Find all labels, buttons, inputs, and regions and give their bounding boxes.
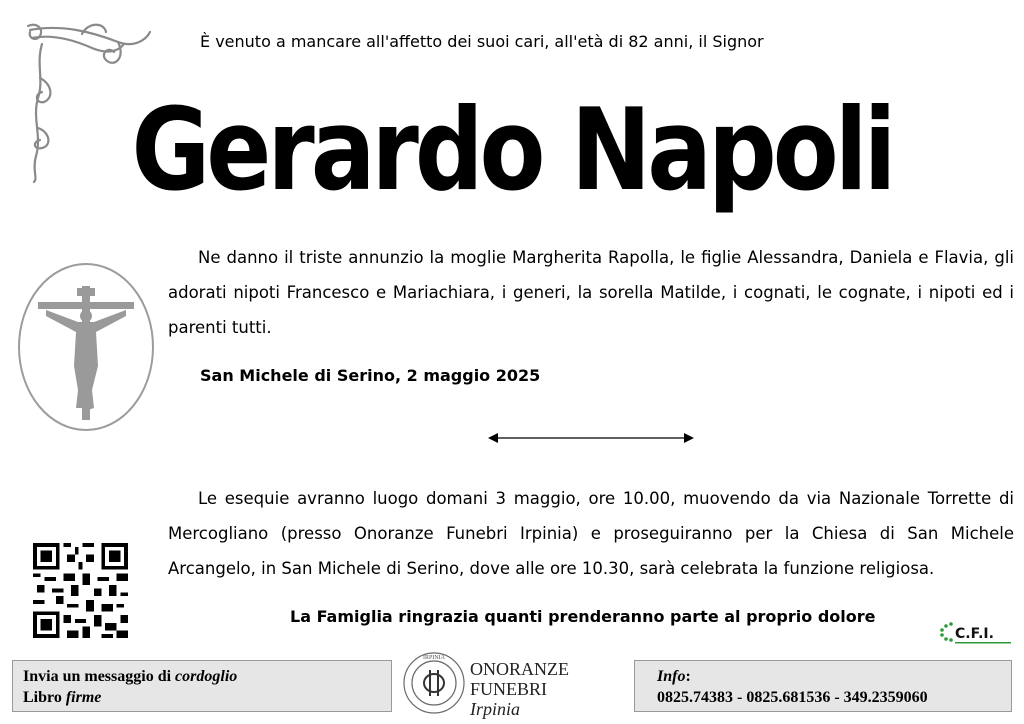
info-label-line: Info: [657,668,691,685]
double-arrow-icon [486,430,696,446]
funeral-home-seal-icon [402,650,466,716]
announcement-paragraph [168,240,1014,345]
seal-top-text: IRPINIA [423,655,445,661]
crucifix-icon [16,262,156,432]
guestbook-link[interactable]: Libro firme [23,689,102,706]
condolence-box[interactable] [12,660,392,712]
place-date: San Michele di Serino, 2 maggio 2025 [200,366,541,385]
thanks-text: La Famiglia ringrazia quanti prenderanno parte al proprio dolore [290,607,876,626]
phone-numbers[interactable]: 0825.74383 - 0825.681536 - 349.2359060 [657,689,928,706]
announcement-text: Ne danno il triste annunzio la moglie Margherita Rapolla, le figlie Alessandra, Daniela e Flavia, gli adorati nipoti Francesco e Mariachiara, i generi, la sorella Matilde, i cognati, le cognate, i nipoti ed i parenti tutti. [168,248,1014,337]
intro-text: È venuto a mancare all'affetto dei suoi cari, all'età di 82 anni, il Signor [200,32,764,51]
funeral-home-line1: ONORANZE [470,659,569,679]
funeral-home-line2: FUNEBRI Irpinia [470,679,548,719]
funeral-home-name [470,659,569,719]
funeral-paragraph [168,481,1014,586]
condolence-link[interactable]: Invia un messaggio di cordoglio [23,668,238,685]
qr-code-icon[interactable] [33,543,128,638]
funeral-text: Le esequie avranno luogo domani 3 maggio, ore 10.00, muovendo da via Nazionale Torrette di Mercogliano (presso Onoranze Funebri Irpinia) e proseguiranno per la Chiesa di San Michele Arcangelo, in San Michele di Serino, dove alle ore 10.30, sarà celebrata la funzione religiosa. [168,489,1014,578]
cfi-label: C.F.I. [955,626,994,642]
cfi-leaf-icon [938,618,1014,648]
deceased-name: Gerardo Napoli [131,84,893,217]
cfi-logo [938,618,1014,648]
info-box [634,660,1012,712]
